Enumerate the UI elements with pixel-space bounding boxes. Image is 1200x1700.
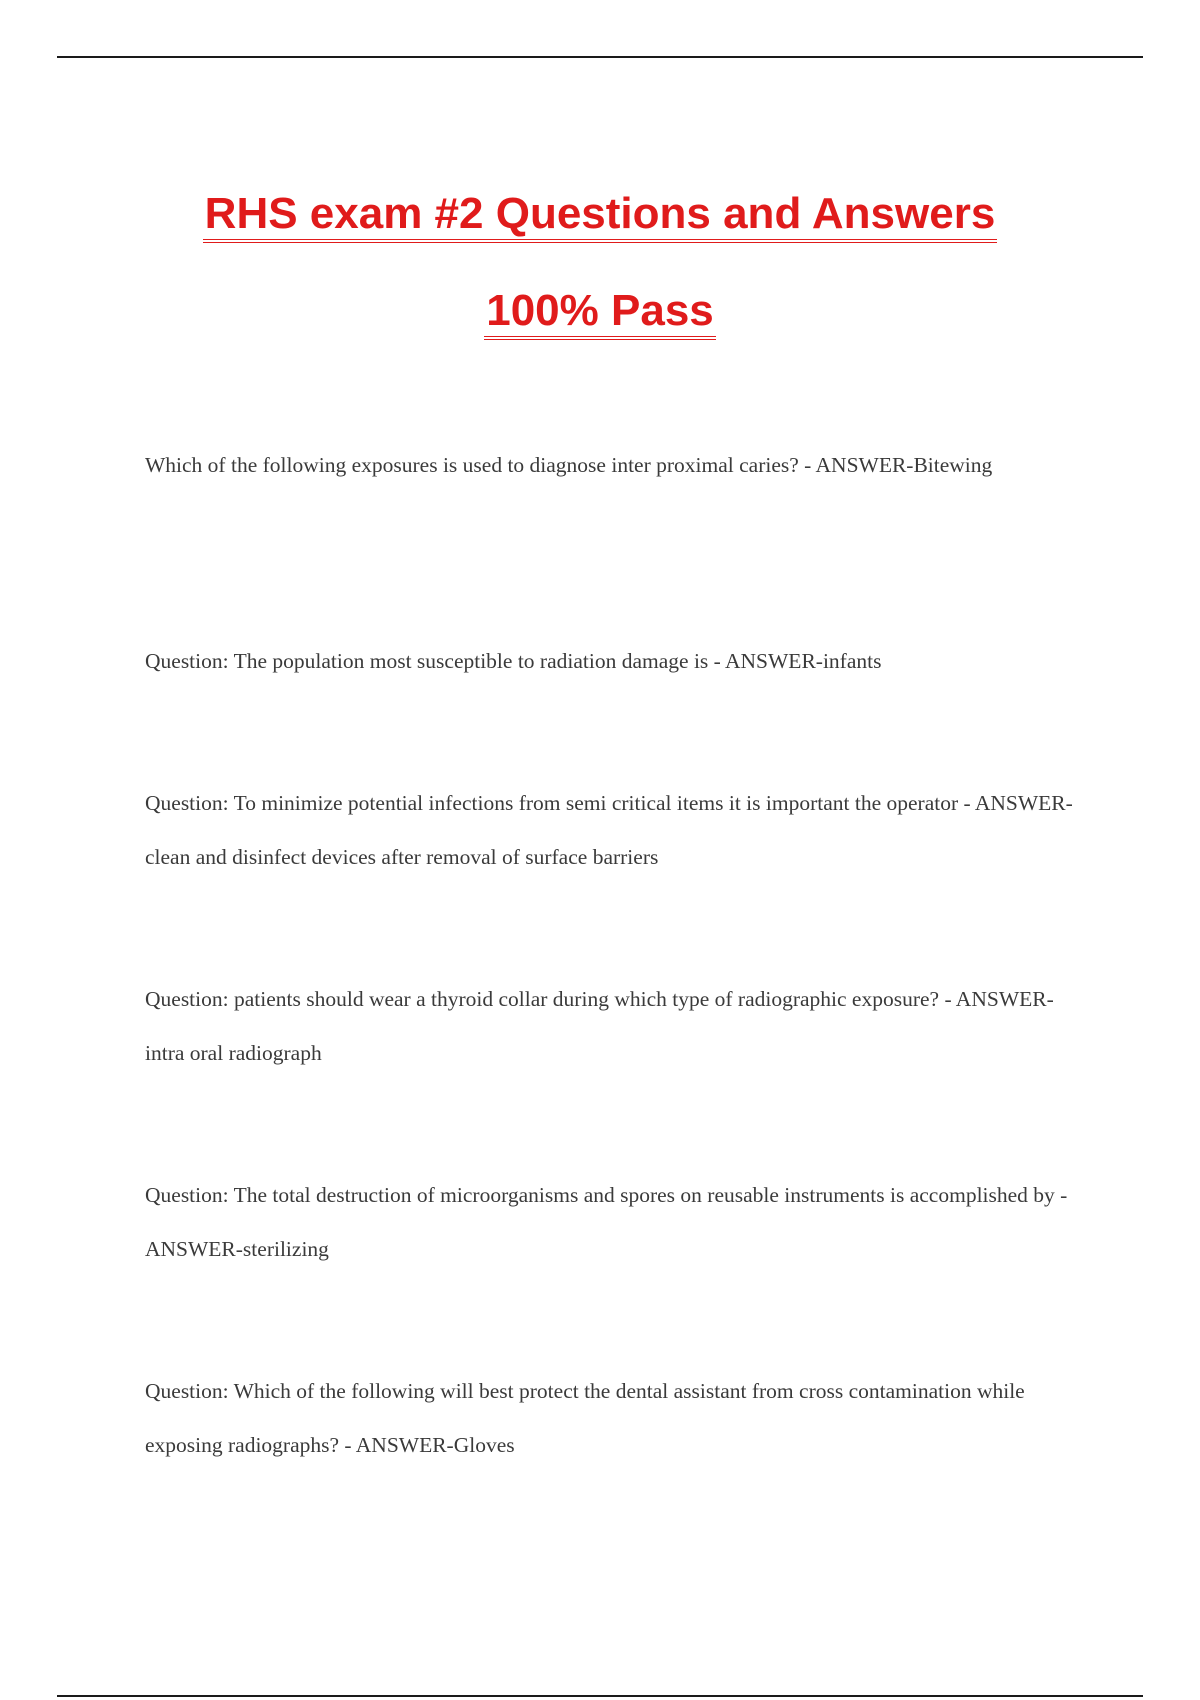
qa-item-6: Question: Which of the following will best protect the dental assistant from cross contamination while exposing radiographs? - ANSWER-Gloves xyxy=(145,1379,1025,1457)
document-subtitle xyxy=(0,286,1200,340)
title-line-1: RHS exam #2 Questions and Answers xyxy=(203,192,998,243)
header-rule xyxy=(57,56,1143,58)
qa-item-3: Question: To minimize potential infections from semi critical items it is important the operator - ANSWER-clean and disinfect devices after removal of surface barriers xyxy=(145,791,1073,869)
qa-item-4: Question: patients should wear a thyroid collar during which type of radiographic exposure? - ANSWER-intra oral radiograph xyxy=(145,987,1054,1065)
document-title xyxy=(0,189,1200,243)
qa-item-2: Question: The population most susceptible to radiation damage is - ANSWER-infants xyxy=(145,649,882,673)
footer-rule xyxy=(57,1695,1143,1697)
qa-item-5: Question: The total destruction of microorganisms and spores on reusable instruments is accomplished by - ANSWER-sterilizing xyxy=(145,1183,1068,1261)
qa-item-1: Which of the following exposures is used to diagnose inter proximal caries? - ANSWER-Bitewing xyxy=(145,453,993,477)
title-line-2: 100% Pass xyxy=(484,289,716,340)
